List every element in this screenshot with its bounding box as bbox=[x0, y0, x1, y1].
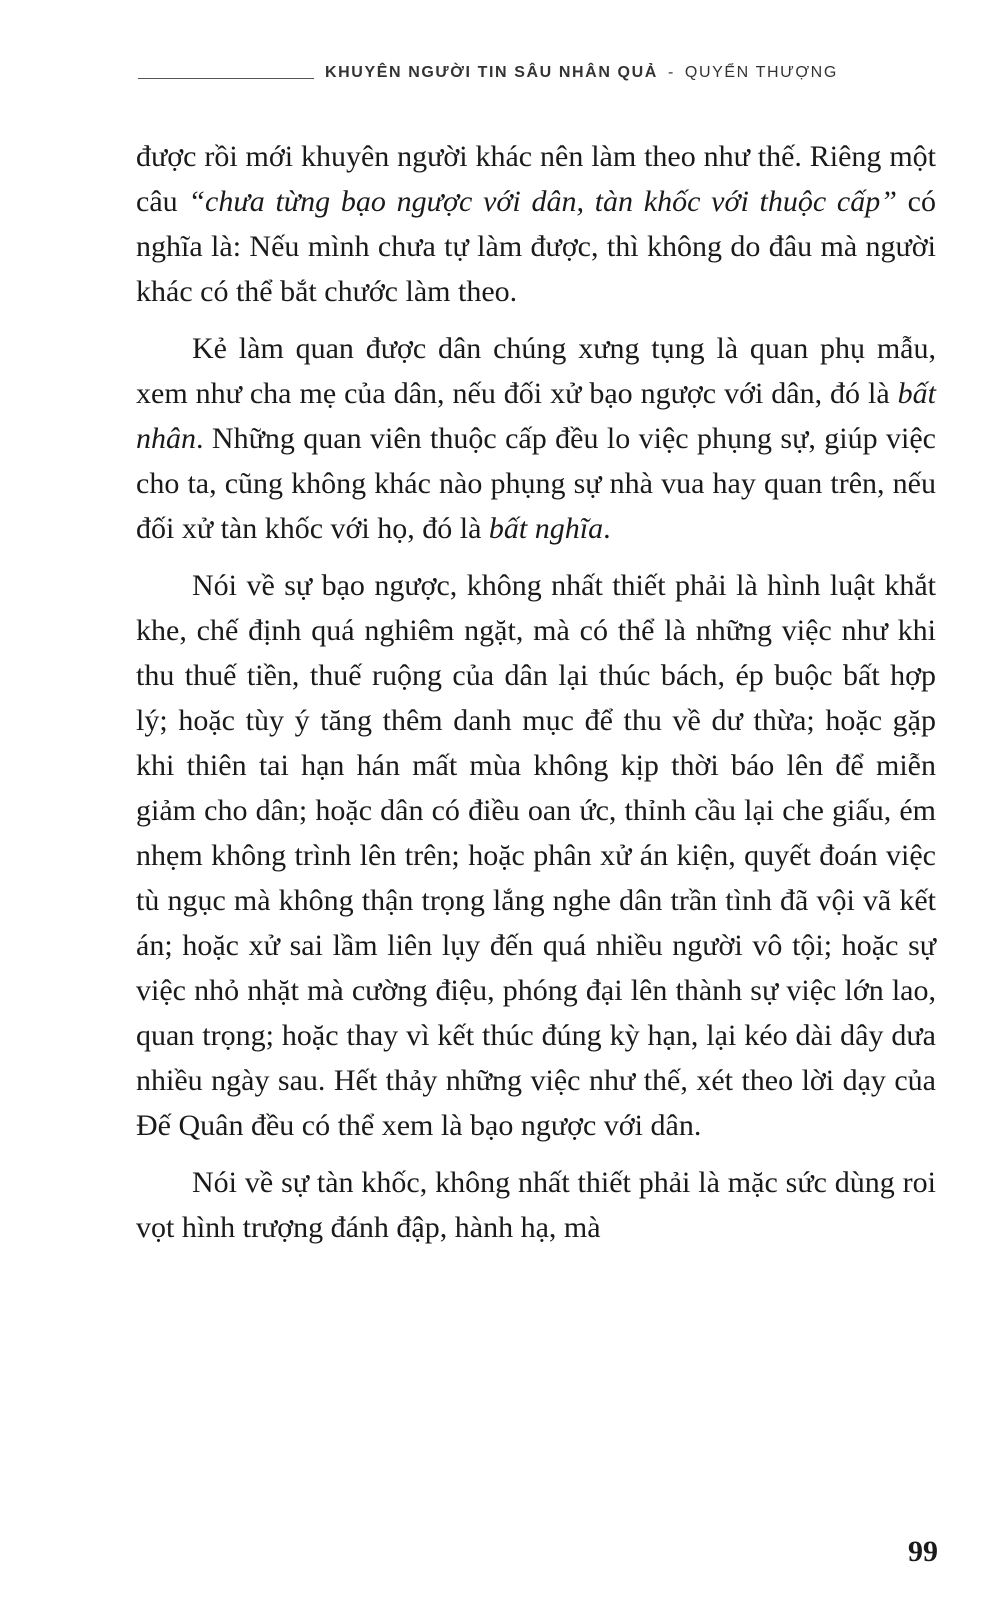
text-run: Nói về sự tàn khốc, không nhất thiết phải là mặc sức dùng roi vọt hình trượng đánh đập, hành hạ, mà bbox=[136, 1166, 936, 1244]
paragraph bbox=[136, 1160, 936, 1250]
italic-phrase: “chưa từng bạo ngược với dân, tàn khốc với thuộc cấp” bbox=[188, 185, 897, 218]
text-run: Nói về sự bạo ngược, không nhất thiết phải là hình luật khắt khe, chế định quá nghiêm ngặt, mà có thể là những việc như khi thu thuế tiền, thuế ruộng của dân lại thúc bách, ép buộc bất hợp lý; hoặc tùy ý tăng thêm danh mục để thu về dư thừa; hoặc gặp khi thiên tai hạn hán mất mùa không kịp thời báo lên để miễn giảm cho dân; hoặc dân có điều oan ức, thỉnh cầu lại che giấu, ém nhẹm không trình lên trên; hoặc phân xử án kiện, quyết đoán việc tù ngục mà không thận trọng lắng nghe dân trần tình đã vội vã kết án; hoặc xử sai lầm liên lụy đến quá nhiều người vô tội; hoặc sự việc nhỏ nhặt mà cường điệu, phóng đại lên thành sự việc lớn lao, quan trọng; hoặc thay vì kết thúc đúng kỳ hạn, lại kéo dài dây dưa nhiều ngày sau. Hết thảy những việc như thế, xét theo lời dạy của Đế Quân đều có thể xem là bạo ngược với dân. bbox=[136, 569, 936, 1142]
text-run: . Những quan viên thuộc cấp đều lo việc phụng sự, giúp việc cho ta, cũng không khác nào phụng sự nhà vua hay quan trên, nếu đối xử tàn khốc với họ, đó là bbox=[136, 422, 936, 545]
volume-title: QUYỂN THƯỢNG bbox=[684, 64, 838, 81]
header-rule bbox=[138, 78, 314, 79]
body-text bbox=[136, 134, 936, 1262]
paragraph bbox=[136, 326, 936, 551]
italic-phrase: bất nghĩa bbox=[488, 512, 604, 545]
header-separator: - bbox=[667, 64, 675, 81]
paragraph bbox=[136, 563, 936, 1148]
italic-phrase: bất nhân bbox=[136, 377, 936, 455]
paragraph bbox=[136, 134, 936, 314]
text-run: Kẻ làm quan được dân chúng xưng tụng là quan phụ mẫu, xem như cha mẹ của dân, nếu đối xử bạo ngược với dân, đó là bbox=[136, 332, 936, 410]
book-title: KHUYÊN NGƯỜI TIN SÂU NHÂN QUẢ bbox=[325, 64, 658, 81]
text-run: có nghĩa là: Nếu mình chưa tự làm được, thì không do đâu mà người khác có thể bắt chước làm theo. bbox=[136, 185, 936, 308]
page-number: 99 bbox=[908, 1535, 938, 1568]
text-run: được rồi mới khuyên người khác nên làm theo như thế. Riêng một câu bbox=[136, 140, 936, 218]
text-run: . bbox=[603, 512, 611, 545]
running-header bbox=[325, 64, 935, 82]
